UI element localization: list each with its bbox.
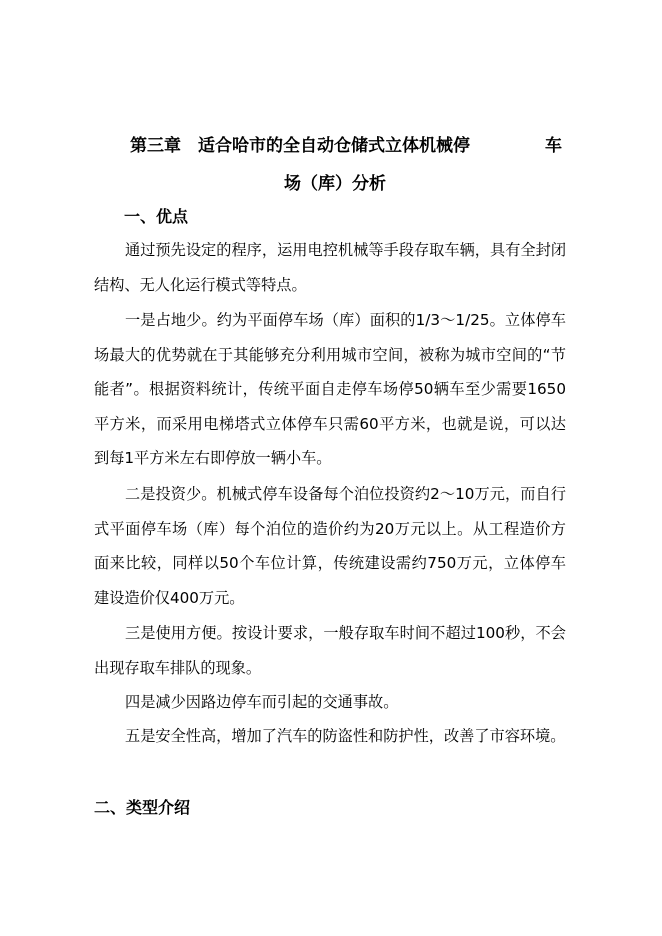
paragraph-intro: 通过预先设定的程序，运用电控机械等手段存取车辆，具有全封闭结构、无人化运行模式等特点。 bbox=[94, 241, 566, 294]
section-heading-types: 二、类型介绍 bbox=[94, 798, 191, 817]
chapter-title-tail: 车 bbox=[545, 136, 562, 156]
paragraph-point-4: 四是减少因路边停车而引起的交通事故。 bbox=[125, 693, 399, 711]
chapter-title-line2: 场（库）分析 bbox=[284, 174, 386, 194]
chapter-title-main: 第三章 适合哈市的全自动仓储式立体机械停 bbox=[130, 136, 470, 156]
paragraph-point-1: 一是占地少。约为平面停车场（库）面积的1/3～1/25。立体停车场最大的优势就在于其能够充分利用城市空间，被称为城市空间的“节能者”。根据资料统计，传统平面自走停车场停50辆车至少需要1650平方米，而采用电梯塔式立体停车只需60平方米，也就是说，可以达到每1平方米左右即停放一辆小车。 bbox=[94, 311, 566, 468]
paragraph-point-2: 二是投资少。机械式停车设备每个泊位投资约2～10万元，而自行式平面停车场（库）每个泊位的造价约为20万元以上。从工程造价方面来比较，同样以50个车位计算，传统建设需约750万元，立体停车建设造价仅400万元。 bbox=[94, 485, 566, 607]
chapter-title-line1 bbox=[130, 134, 562, 158]
paragraph-point-3: 三是使用方便。按设计要求，一般存取车时间不超过100秒，不会出现存取车排队的现象。 bbox=[94, 624, 566, 677]
section-heading-advantages: 一、优点 bbox=[124, 207, 189, 226]
paragraph-point-5: 五是安全性高，增加了汽车的防盗性和防护性，改善了市容环境。 bbox=[125, 727, 566, 745]
